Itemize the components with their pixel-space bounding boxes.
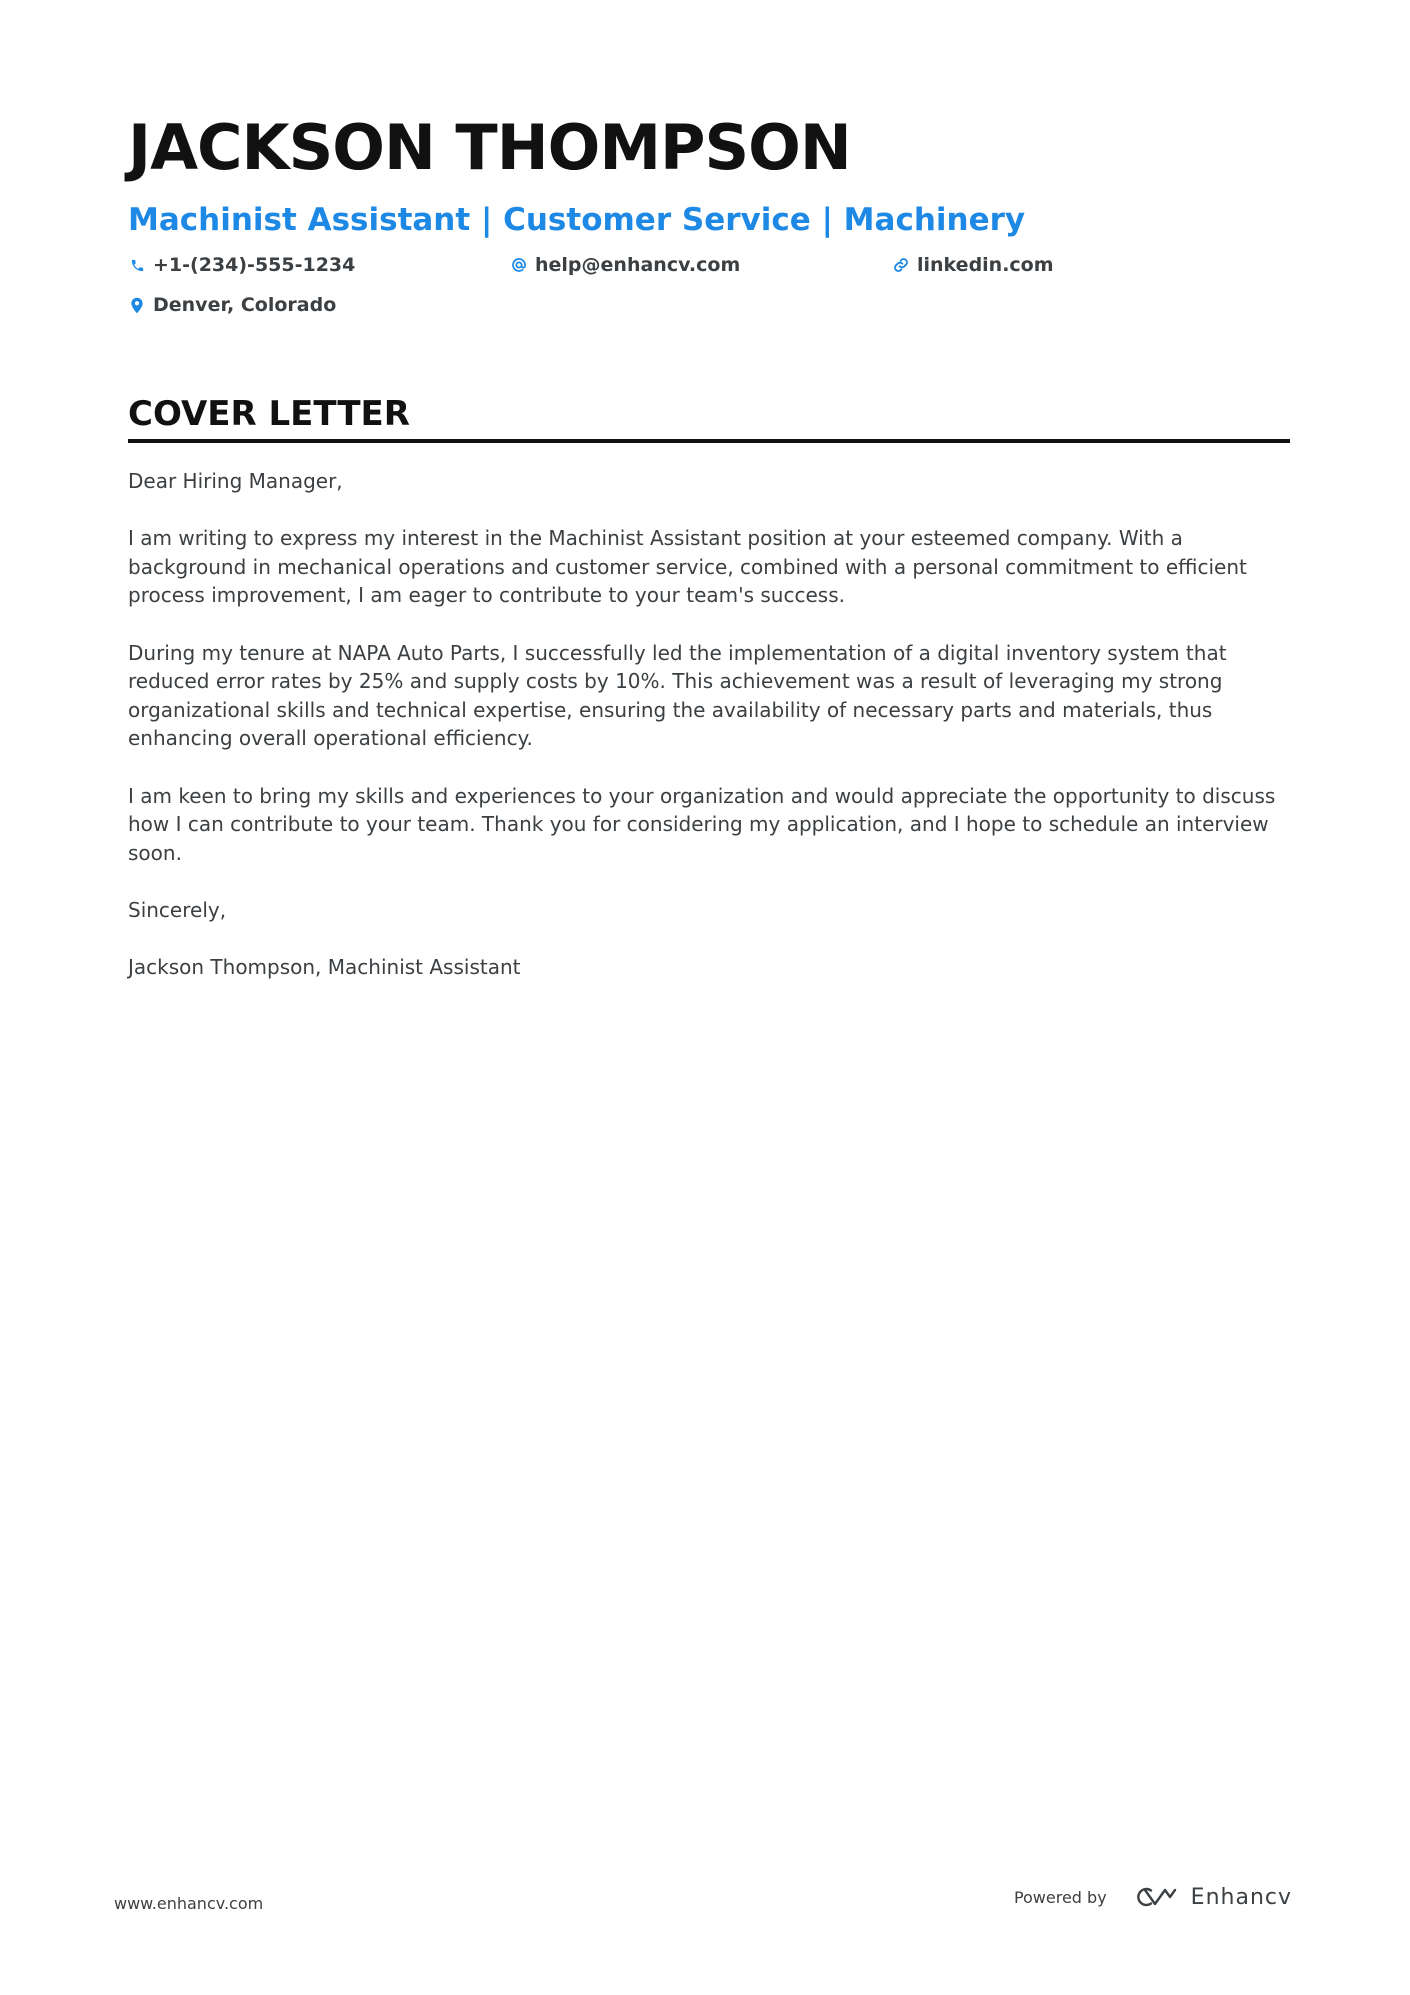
at-sign-icon bbox=[510, 256, 528, 274]
contact-link[interactable] bbox=[892, 252, 1054, 278]
map-pin-icon bbox=[128, 296, 146, 314]
footer-url[interactable]: www.enhancv.com bbox=[114, 1894, 264, 1913]
brand-name: Enhancv bbox=[1190, 1884, 1292, 1910]
link-icon bbox=[892, 256, 910, 274]
header bbox=[128, 110, 1288, 332]
powered-by-label: Powered by bbox=[1013, 1887, 1107, 1907]
footer bbox=[114, 1880, 1292, 1920]
section-title: COVER LETTER bbox=[128, 394, 410, 434]
contact-info bbox=[128, 252, 1288, 332]
email-value: help@enhancv.com bbox=[535, 254, 741, 276]
letter-signature: Jackson Thompson, Machinist Assistant bbox=[128, 955, 521, 980]
letter-paragraph: I am writing to express my interest in the Machinist Assistant position at your esteemed company. With a background in mechanical operations and customer service, combined with a personal commitment to efficient process improvement, I am eager to contribute to your team's success. bbox=[128, 526, 1247, 608]
footer-brand[interactable] bbox=[1014, 1884, 1292, 1910]
candidate-name: JACKSON THOMPSON bbox=[128, 111, 851, 184]
letter-paragraph: I am keen to bring my skills and experiences to your organization and would appreciate the opportunity to discuss how I can contribute to your team. Thank you for considering my application, and I hope to schedule an interview soon. bbox=[128, 783, 1276, 865]
contact-location bbox=[128, 292, 336, 318]
cover-letter-section bbox=[128, 392, 1290, 1010]
location-value: Denver, Colorado bbox=[153, 294, 337, 316]
contact-phone bbox=[128, 252, 355, 278]
phone-icon bbox=[128, 256, 146, 274]
letter-paragraph: During my tenure at NAPA Auto Parts, I successfully led the implementation of a digital inventory system that reduced error rates by 25% and supply costs by 10%. This achievement was a result of leveraging my strong organizational skills and technical expertise, ensuring the availability of necessary parts and materials, thus enhancing overall operational efficiency. bbox=[128, 640, 1227, 751]
link-value: linkedin.com bbox=[917, 254, 1054, 276]
letter-body bbox=[128, 467, 1290, 982]
contact-email[interactable] bbox=[510, 252, 740, 278]
candidate-headline: Machinist Assistant | Customer Service | Machinery bbox=[128, 202, 1026, 238]
letter-closing: Sincerely, bbox=[128, 897, 227, 922]
enhancv-logo bbox=[1133, 1884, 1179, 1910]
letter-greeting: Dear Hiring Manager, bbox=[128, 469, 343, 493]
phone-value: +1-(234)-555-1234 bbox=[153, 254, 356, 276]
section-divider bbox=[128, 439, 1290, 443]
